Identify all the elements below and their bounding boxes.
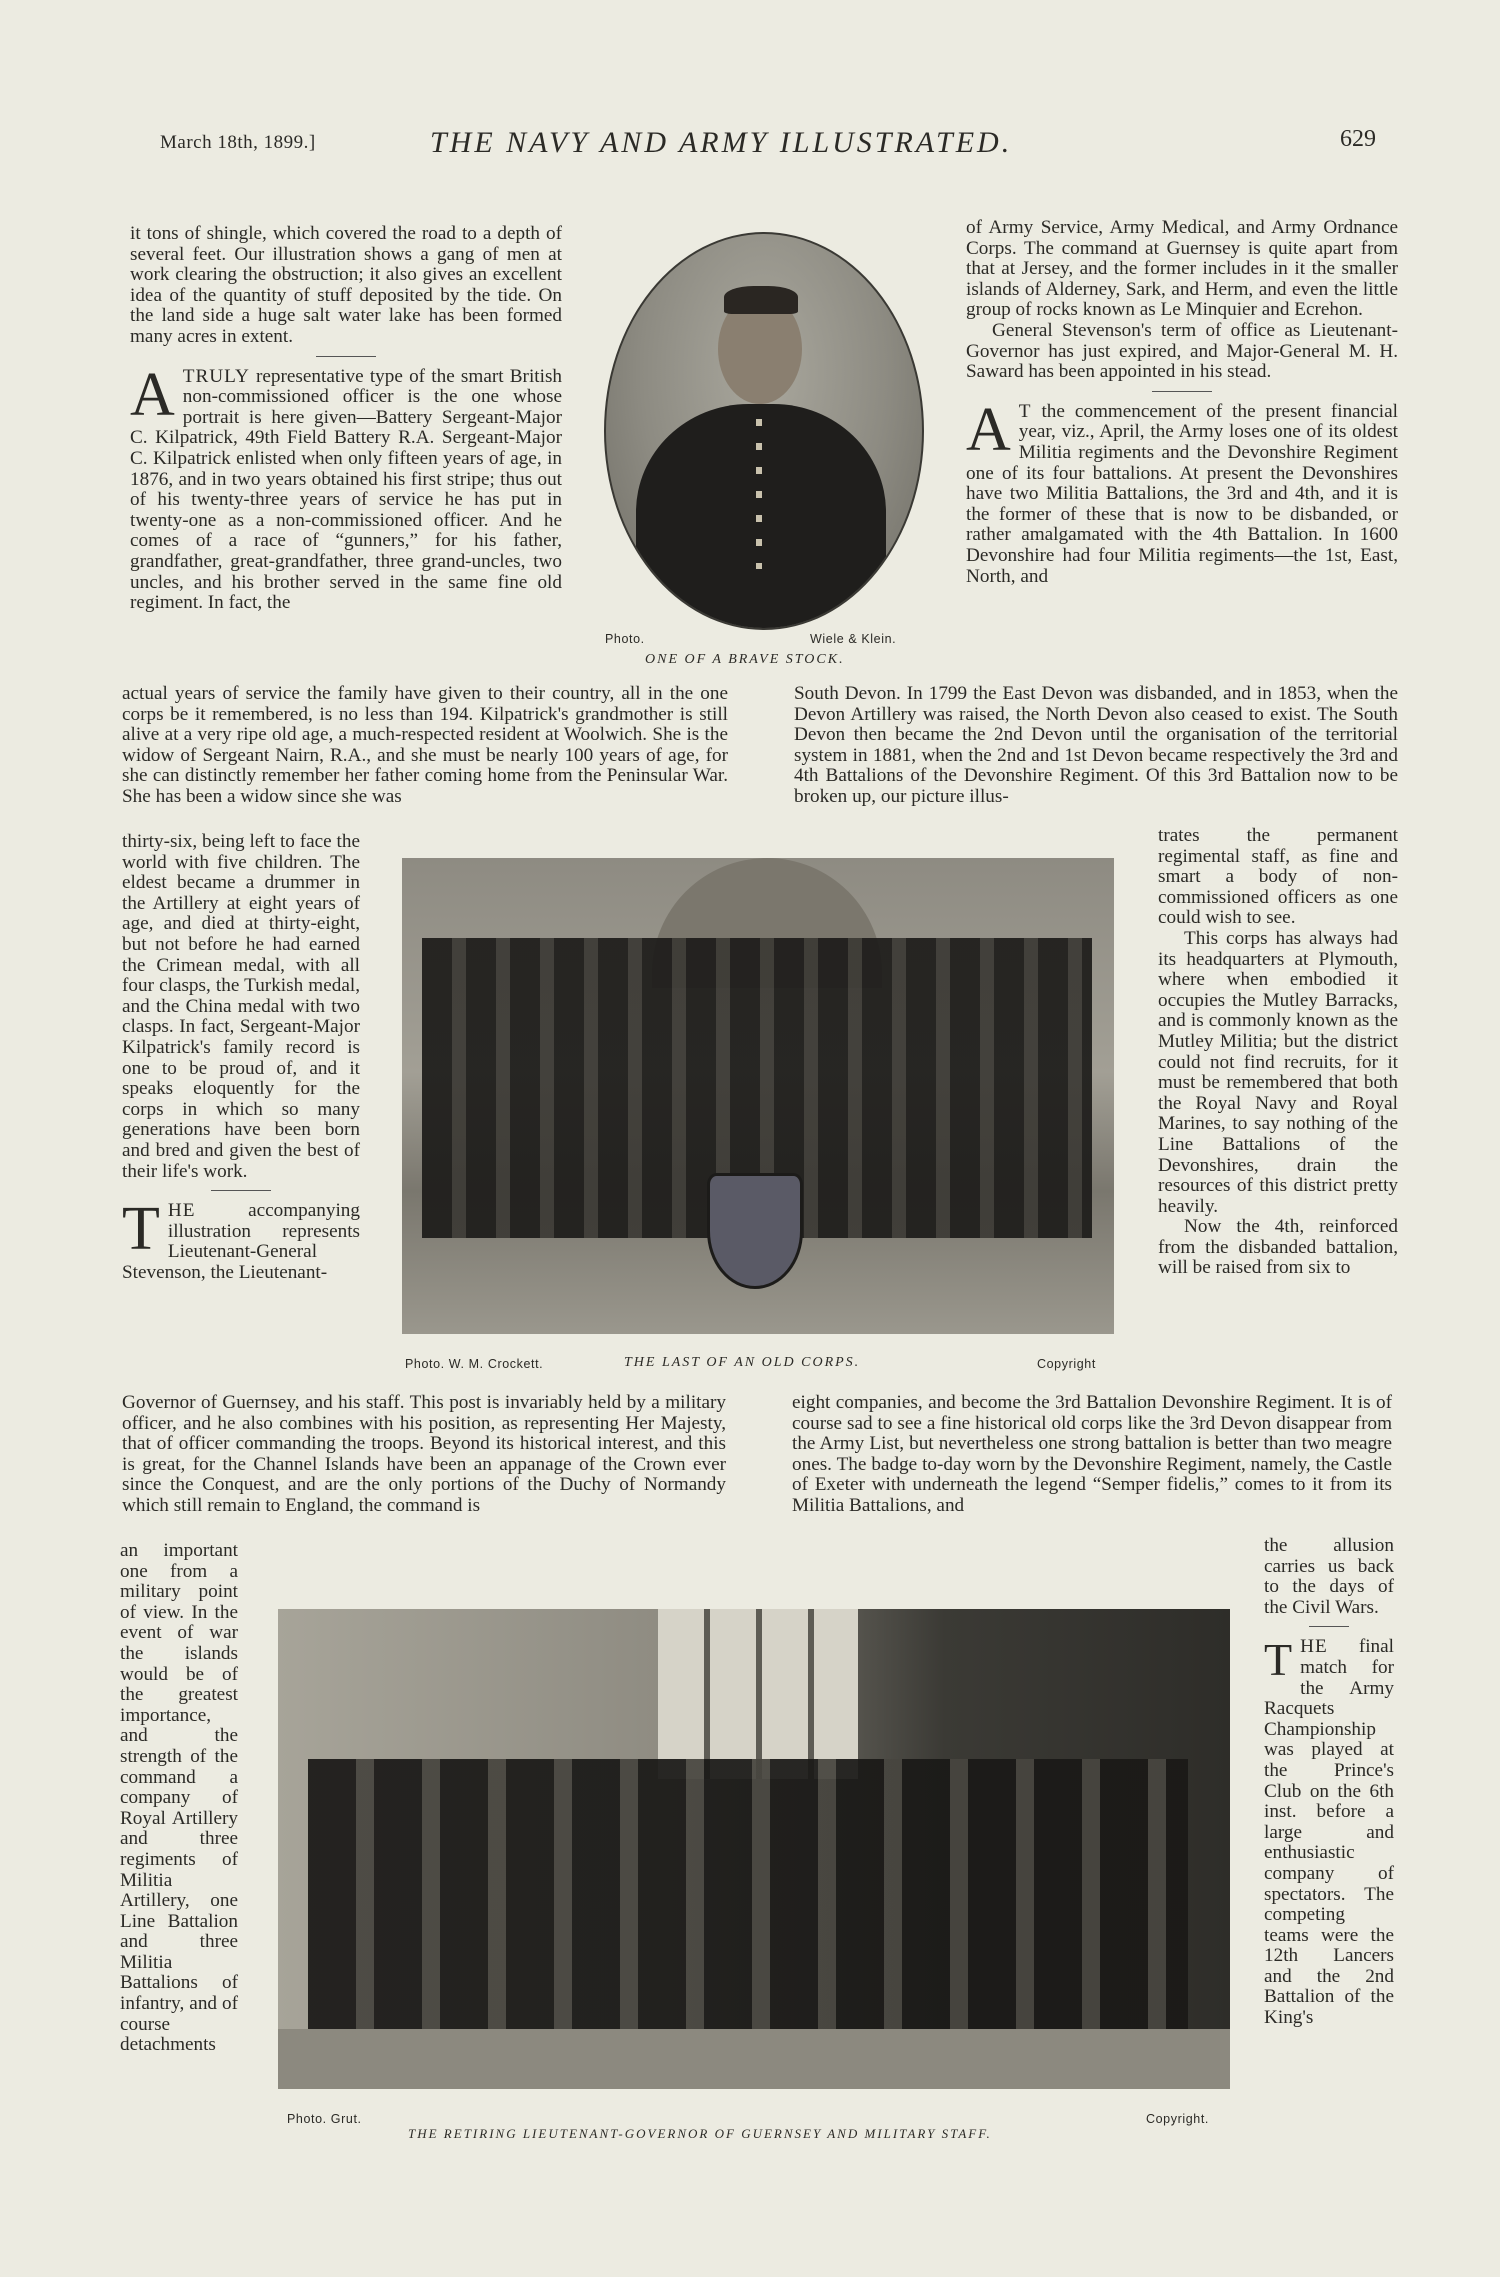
ground [278,2029,1230,2089]
building-windows [658,1609,858,1779]
regimental-shield [707,1173,803,1289]
right-narrow-bottom [1264,1536,1394,2029]
portrait-caption: ONE OF A BRAVE STOCK. [645,652,845,667]
page-header [150,126,1400,166]
drop-cap: T [1264,1634,1293,1686]
section-divider [211,1190,271,1191]
kilpatrick-wide-block [122,684,728,808]
issue-date: March 18th, 1899.] [160,132,316,153]
guernsey-narrow-block [120,1541,238,2056]
devon-wide-paragraph: South Devon. In 1799 the East Devon was disbanded, and in 1853, when the Devon Artillery was raised, the North Devon also ceased to exist. The South Devon then became the 2nd Devon until the organisation of the territorial system in 1881, when the 2nd and 1st Devon became respectively the 3rd and 4th Battalions of the Devonshire Regiment. Of this 3rd Battalion now to be broken up, our picture illus- [794,683,1398,807]
devon-narrow-paragraph: trates the permanent regimental staff, as fine and smart a body of non-commissioned officers as one could wish to see. [1158,825,1398,929]
drop-cap: T [122,1195,160,1264]
guernsey-narrow-body: accompanying illustration represents Lieutenant-General Stevenson, the Lieutenant- [122,1200,360,1283]
devon-wide-paragraph-2: eight companies, and become the 3rd Battalion Devonshire Regiment. It is of course sad to see a fine historical old corps like the 3rd Devon disappear from the Army List, but nevertheless one strong battalion is better than two meagre ones. The badge to-day worn by the Devonshire Regiment, namely, the Castle of Exeter with underneath the legend “Semper fidelis,” comes to it from its Militia Battalions, and [792,1392,1392,1516]
lead-word: TRULY [182,365,250,387]
kilpatrick-paragraph [130,360,563,614]
old-corps-photo [402,858,1114,1334]
section-divider [1309,1626,1349,1627]
officers-group [308,1759,1188,2049]
kilpatrick-body: representative type of the smart British non-commissioned officer is the one whose portrait is here given—Battery Sergeant-Major C. Kilpatrick, 49th Field Battery R.A. Sergeant-Major C. Kilpatrick enlisted when only fifteen years of age, in 1876, and in two years obtained his first stripe; thus out of his twenty-three years of service he has put in twenty-one as a non-commissioned officer. And he comes of a race of “gunners,” for his father, grandfather, great-grandfather, three grand-uncles, two uncles, and his brother served in the same fine old regiment. In fact, the [130,365,563,614]
old-corps-copyright: Copyright [1037,1357,1096,1371]
old-corps-caption: THE LAST OF AN OLD CORPS. [624,1355,861,1370]
section-divider [1152,391,1212,392]
devon-body: the commencement of the present financial year, viz., April, the Army loses one of its oldest Militia regiments and the Devonshire Regiment one of its four battalions. At present the Devonshires have two Militia Battalions, the 3rd and 4th, and it is the former of these that is now to be disbanded, or rather amalgamated with the 4th Battalion. In 1600 Devonshire had four Militia regiments—the 1st, East, North, and [966,400,1398,587]
kilpatrick-narrow-block [122,832,360,1283]
drop-cap: A [130,360,175,429]
portrait-photo [604,232,924,630]
guernsey-caption: THE RETIRING LIEUTENANT-GOVERNOR OF GUERNSEY AND MILITARY STAFF. [408,2126,992,2141]
guernsey-paragraph [122,1195,360,1283]
lead-word: HE [1300,1636,1328,1658]
uniform-buttons [756,419,762,569]
devon-narrow-paragraph-b: This corps has always had its headquarters at Plymouth, where when embodied it occupies the Mutley Barracks, and is commonly known as the Mutley Militia; but the district could not find recruits, for it must be remembered that both the Royal Navy and Royal Marines, to say nothing of the Line Battalions of the Devonshires, drain the resources of this district pretty heavily. [1158,927,1398,1217]
stevenson-paragraph: General Stevenson's term of office as Lieutenant-Governor has just expired, and Major-General M. H. Saward has been appointed in his stead. [966,319,1398,383]
guernsey-narrow-paragraph: an important one from a military point of view. In the event of war the islands would be of the greatest importance, and the strength of the command a company of Royal Artillery and three regiments of Militia Artillery, one Line Battalion and three Militia Battalions of infantry, and of course detachments [120,1540,238,2056]
section-divider [316,356,376,357]
publication-title: THE NAVY AND ARMY ILLUSTRATED. [430,126,1013,159]
old-corps-photo-credit: Photo. W. M. Crockett. [405,1357,544,1371]
guernsey-photo-credit: Photo. Grut. [287,2112,362,2126]
portrait-studio-credit: Wiele & Klein. [810,632,897,646]
drop-cap: A [966,395,1011,464]
army-service-paragraph: of Army Service, Army Medical, and Army Ordnance Corps. The command at Guernsey is quite apart from that at Jersey, and the former includes in it the smaller islands of Alderney, Sark, and Herm, and even the little group of rocks known as Le Minquier and Ecrehon. [966,217,1398,321]
devon-narrow-paragraph-c: Now the 4th, reinforced from the disbanded battalion, will be raised from six to [1158,1216,1398,1279]
intro-paragraph: it tons of shingle, which covered the road to a depth of several feet. Our illustration shows a gang of men at work clearing the obstruction; it also gives an excellent idea of the quantity of stuff deposited by the tide. On the land side a huge salt water lake has been formed many acres in extent. [130,223,562,347]
portrait-photo-credit: Photo. [605,632,645,646]
right-column-top [966,218,1398,587]
devon-paragraph [966,395,1398,587]
page-number: 629 [1340,126,1376,152]
left-column-top [130,224,562,614]
devon-wide-block [794,684,1398,808]
guernsey-copyright: Copyright. [1146,2112,1209,2126]
lead-word: HE [167,1200,196,1222]
guernsey-staff-photo [278,1609,1230,2089]
devon-narrow-block [1158,826,1398,1279]
lead-word: T [1018,400,1032,422]
guernsey-wide-paragraph: Governor of Guernsey, and his staff. This post is invariably held by a military officer, and he also combines with his position, as representing Her Majesty, that of officer commanding the troops. Beyond its historical interest, and this is great, for the Channel Islands have been an appanage of the Crown ever since the Conquest, and are the only portions of the Duchy of Normandy which still remain to England, the command is [122,1392,726,1516]
kilpatrick-wide-paragraph: actual years of service the family have given to their country, all in the one corps be it remembered, is no less than 194. Kilpatrick's grandmother is still alive at a very ripe old age, a much-respected resident at Woolwich. She is the widow of Sergeant Nairn, R.A., and she must be nearly 100 years of age, for she can distinctly remember her father coming home from the Peninsular War. She has been a widow since she was [122,683,728,807]
civil-wars-paragraph: the allusion carries us back to the days of the Civil Wars. [1264,1535,1394,1618]
portrait-hair [724,286,798,314]
devon-wide-block-2 [792,1393,1392,1517]
kilpatrick-narrow-paragraph: thirty-six, being left to face the world with five children. The eldest became a drummer in the Artillery at eight years of age, and died at thirty-eight, but not before he had earned the Crimean medal, with all four clasps, the Turkish medal, and the China medal with two clasps. In fact, Sergeant-Major Kilpatrick's family record is one to be proud of, and it speaks eloquently for the corps in which so many generations have been born and bred and given the best of their life's work. [122,831,360,1182]
guernsey-wide-block [122,1393,726,1517]
rackets-paragraph [1264,1634,1394,2029]
rackets-body: final match for the Army Racquets Championship was played at the Prince's Club on the 6th inst. before a large and enthusiastic company of spectators. The competing teams were the 12th Lancers and the 2nd Battalion of the King's [1264,1636,1394,2029]
